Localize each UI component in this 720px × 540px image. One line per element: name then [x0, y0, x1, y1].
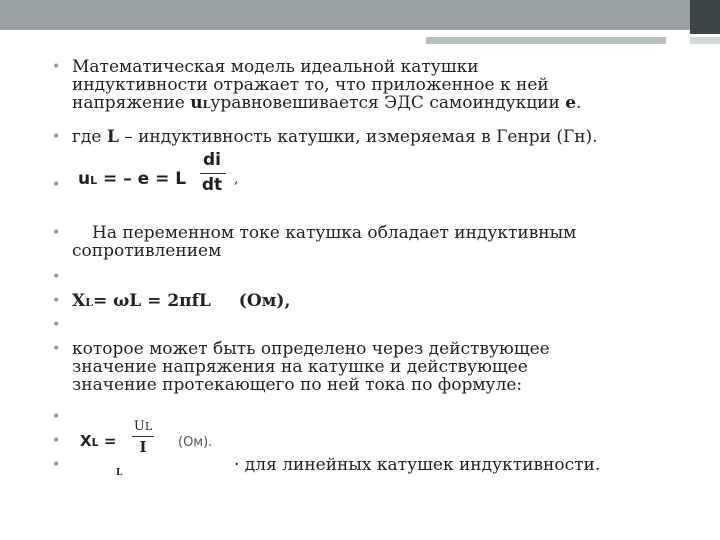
fraction-denominator: I	[139, 438, 147, 456]
formula-comma: ,	[234, 171, 239, 187]
text-line: напряжение uLуравновешивается ЭДС самоиндукции e.	[72, 93, 582, 113]
formula-self-induction: uL = – e = L	[78, 169, 187, 189]
bullet-mark: •	[52, 225, 61, 241]
header-band	[0, 0, 690, 30]
bullet-mark: •	[52, 293, 61, 309]
symbol-subscript: L	[202, 98, 211, 111]
bullet-mark: •	[52, 457, 61, 473]
symbol-L: L	[106, 127, 119, 147]
text-line: Математическая модель идеальной катушки	[72, 57, 479, 77]
bullet-mark: •	[52, 129, 61, 145]
stray-subscript: L	[116, 468, 123, 478]
bullet-mark: •	[52, 341, 61, 357]
fraction-bar	[132, 436, 154, 437]
bullet-mark: •	[52, 269, 61, 285]
bullet-mark: •	[52, 409, 61, 425]
bullet-mark: •	[52, 433, 61, 449]
fraction-numerator: di	[203, 150, 221, 170]
formula-unit: (Ом).	[178, 435, 213, 450]
bullet-mark: •	[52, 177, 61, 193]
header-accent-strip	[426, 37, 666, 44]
slide-header-bar	[0, 0, 720, 38]
formula-reactance: XL= ωL = 2πfL (Ом),	[72, 291, 291, 311]
fraction-numerator: UL	[133, 419, 153, 434]
text-line: которое может быть определено через действующее	[72, 339, 550, 359]
text-line: значение напряжения на катушке и действующее	[72, 357, 528, 377]
symbol-u: u	[190, 93, 203, 113]
bullet-mark: •	[52, 317, 61, 333]
text-line: значение протекающего по ней тока по формуле:	[72, 375, 523, 395]
text-line: индуктивности отражает то, что приложенное к ней	[72, 75, 549, 95]
header-accent-strip-right	[690, 37, 720, 44]
symbol-e: e	[565, 93, 577, 113]
text-line: сопротивлением	[72, 241, 222, 261]
bullet-mark: •	[52, 59, 61, 75]
fraction-bar	[200, 173, 226, 174]
formula-ohm-law: XL =	[80, 432, 117, 450]
fraction-denominator: dt	[201, 175, 223, 195]
text-line: · для линейных катушек индуктивности.	[234, 455, 601, 475]
header-corner-block	[690, 0, 720, 34]
text-line: На переменном токе катушка обладает индуктивным	[92, 223, 577, 243]
